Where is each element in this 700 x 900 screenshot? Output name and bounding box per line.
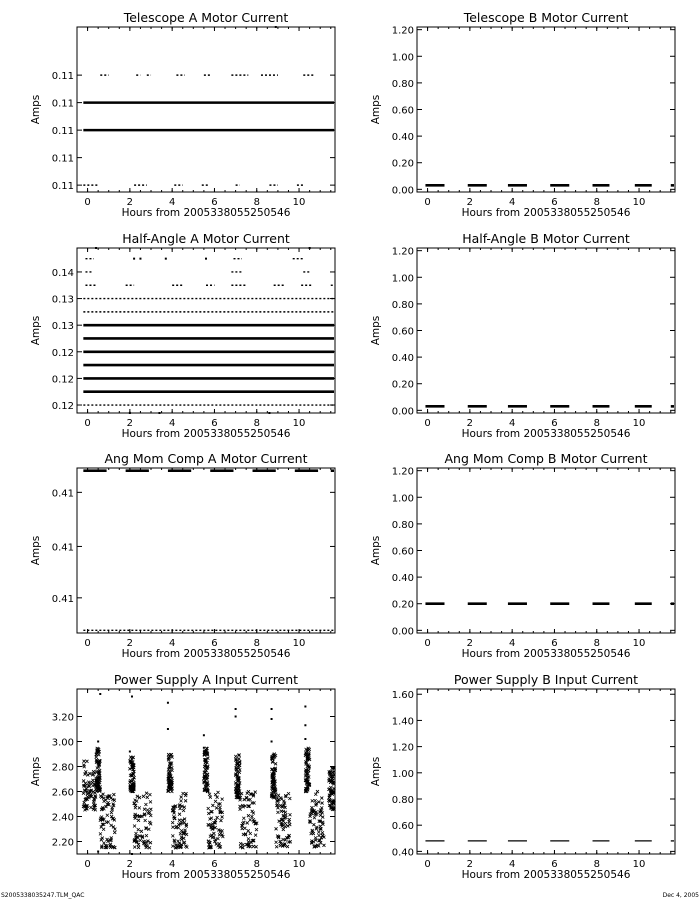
y-axis-label: Amps: [30, 94, 42, 125]
data-point: [99, 693, 101, 695]
data-point: [304, 706, 306, 708]
plot-frame: [77, 468, 335, 633]
data-point: [129, 412, 131, 414]
x-tick-label: 8: [593, 638, 600, 649]
chart-title: Ang Mom Comp B Motor Current: [444, 451, 648, 466]
x-tick-label: 2: [126, 418, 134, 429]
x-axis-label: Hours from 2005338055250546: [121, 428, 291, 440]
data-point: [97, 851, 99, 853]
y-tick-label: 0.00: [391, 626, 414, 638]
y-axis-label: Amps: [30, 535, 42, 566]
x-axis-label: Hours from 2005338055250546: [121, 648, 291, 660]
x-tick-label: 10: [632, 859, 646, 870]
y-tick-label: 1.20: [391, 246, 414, 258]
data-point: [82, 784, 84, 786]
y-tick-label: 0.40: [391, 847, 414, 859]
y-tick-label: 0.11: [51, 153, 74, 165]
x-axis-label: Hours from 2005338055250546: [461, 869, 631, 881]
y-axis-label: Amps: [370, 315, 382, 346]
data-point: [158, 412, 160, 414]
y-tick-label: 0.40: [391, 573, 414, 585]
x-tick-label: 6: [211, 638, 218, 649]
plot-frame: [77, 27, 335, 192]
x-tick-label: 2: [126, 859, 134, 870]
y-tick-label: 0.12: [51, 401, 74, 413]
footer-file-label: S2005338035247.TLM_QAC: [1, 892, 85, 899]
x-tick-label: 4: [168, 418, 176, 429]
data-point: [235, 716, 237, 718]
data-point: [129, 751, 131, 753]
y-axis-label: Amps: [30, 756, 42, 787]
chart-panel: [370, 672, 675, 881]
y-tick-label: 2.60: [51, 787, 74, 799]
y-tick-label: 1.00: [391, 768, 414, 780]
y-tick-label: 0.40: [391, 132, 414, 144]
y-tick-label: 0.60: [391, 105, 414, 117]
plot-frame: [417, 689, 675, 854]
y-tick-label: 0.80: [391, 795, 414, 806]
y-tick-label: 0.41: [51, 593, 74, 605]
y-tick-label: 1.00: [391, 273, 414, 285]
chart-panel: [370, 231, 675, 440]
x-tick-label: 8: [253, 638, 260, 649]
chart-panel: [30, 672, 336, 881]
chart-title: Ang Mom Comp A Motor Current: [104, 451, 308, 466]
chart-title: Half-Angle A Motor Current: [122, 231, 290, 246]
data-point: [167, 702, 169, 704]
plot-frame: [417, 27, 675, 192]
y-tick-label: 2.20: [51, 837, 74, 849]
x-tick-label: 4: [168, 197, 176, 208]
x-axis-label: Hours from 2005338055250546: [121, 207, 291, 219]
x-tick-label: 0: [424, 859, 431, 870]
x-tick-label: 10: [292, 197, 306, 208]
x-tick-label: 4: [508, 197, 516, 208]
y-tick-label: 0.00: [391, 185, 414, 197]
y-tick-label: 0.20: [391, 379, 414, 391]
x-tick-label: 8: [593, 859, 600, 870]
y-tick-label: 0.80: [391, 519, 414, 531]
x-tick-label: 4: [508, 418, 516, 429]
y-tick-label: 0.60: [391, 546, 414, 558]
data-point: [133, 258, 135, 260]
x-tick-label: 6: [551, 638, 558, 649]
x-tick-label: 8: [253, 859, 260, 870]
x-tick-label: 10: [632, 638, 646, 649]
chart-panel: [370, 10, 675, 219]
x-tick-label: 4: [508, 638, 516, 649]
y-tick-label: 0.13: [51, 321, 74, 333]
chart-title: Telescope B Motor Current: [463, 10, 629, 25]
x-tick-label: 6: [211, 859, 218, 870]
x-tick-label: 4: [168, 638, 176, 649]
y-tick-label: 0.60: [391, 821, 414, 833]
y-tick-label: 0.40: [391, 353, 414, 365]
x-tick-label: 6: [211, 418, 218, 429]
x-tick-label: 10: [632, 197, 646, 208]
x-tick-label: 10: [292, 859, 306, 870]
y-tick-label: 0.41: [51, 488, 74, 500]
data-point: [275, 26, 277, 28]
chart-panel: [30, 451, 335, 660]
chart-title: Power Supply A Input Current: [113, 672, 299, 687]
y-tick-label: 2.40: [51, 812, 74, 824]
y-tick-label: 0.13: [51, 294, 74, 306]
x-tick-label: 8: [593, 418, 600, 429]
y-axis-label: Amps: [370, 756, 382, 787]
y-tick-label: 0.80: [391, 78, 414, 90]
y-tick-label: 0.41: [51, 542, 74, 554]
data-point: [203, 734, 205, 736]
x-tick-label: 6: [211, 197, 218, 208]
x-tick-label: 10: [292, 418, 306, 429]
y-tick-label: 2.80: [51, 762, 74, 774]
chart-panel: [30, 231, 335, 440]
x-tick-label: 2: [466, 418, 474, 429]
data-point: [235, 708, 237, 710]
y-tick-label: 0.11: [51, 71, 74, 83]
data-point: [139, 258, 141, 260]
x-axis-label: Hours from 2005338055250546: [461, 428, 631, 440]
x-tick-label: 2: [126, 197, 134, 208]
data-point: [309, 247, 311, 249]
data-point: [167, 728, 169, 730]
y-tick-label: 0.12: [51, 374, 74, 386]
y-tick-label: 3.20: [51, 712, 74, 724]
y-axis-label: Amps: [370, 535, 382, 566]
y-tick-label: 1.20: [391, 742, 414, 754]
x-tick-label: 2: [466, 859, 474, 870]
y-tick-label: 0.20: [391, 158, 414, 170]
y-tick-label: 0.11: [51, 98, 74, 110]
x-tick-label: 6: [551, 859, 558, 870]
x-axis-label: Hours from 2005338055250546: [461, 207, 631, 219]
y-tick-label: 1.40: [391, 716, 414, 728]
data-point: [268, 412, 270, 414]
data-point: [205, 258, 207, 260]
data-point: [131, 696, 133, 698]
y-tick-label: 0.80: [391, 299, 414, 311]
x-tick-label: 8: [253, 197, 260, 208]
y-tick-label: 1.00: [391, 52, 414, 64]
y-tick-label: 1.00: [391, 493, 414, 505]
x-tick-label: 2: [126, 638, 134, 649]
x-tick-label: 0: [84, 638, 91, 649]
chart-panel: [30, 10, 335, 219]
x-axis-label: Hours from 2005338055250546: [461, 648, 631, 660]
x-tick-label: 4: [508, 859, 516, 870]
y-axis-label: Amps: [370, 94, 382, 125]
x-tick-label: 8: [253, 418, 260, 429]
data-point: [271, 718, 273, 720]
y-tick-label: 0.60: [391, 326, 414, 338]
data-point: [304, 738, 306, 740]
plot-frame: [417, 468, 675, 633]
x-tick-label: 0: [424, 638, 431, 649]
y-tick-label: 0.00: [391, 406, 414, 418]
y-axis-label: Amps: [30, 315, 42, 346]
data-point: [165, 258, 167, 260]
y-tick-label: 3.00: [51, 737, 74, 749]
x-tick-label: 6: [551, 418, 558, 429]
x-tick-label: 0: [424, 418, 431, 429]
x-tick-label: 2: [466, 197, 474, 208]
footer-date-label: Dec 4, 2005: [662, 892, 699, 899]
data-point: [97, 741, 99, 743]
chart-title: Telescope A Motor Current: [123, 10, 289, 25]
data-point: [271, 741, 273, 743]
y-tick-label: 0.11: [51, 181, 74, 193]
x-tick-label: 0: [84, 197, 91, 208]
chart-title: Power Supply B Input Current: [453, 672, 639, 687]
plot-frame: [417, 248, 675, 413]
y-tick-label: 1.20: [391, 466, 414, 478]
x-tick-label: 0: [84, 859, 91, 870]
y-tick-label: 0.11: [51, 126, 74, 138]
plot-frame: [77, 248, 335, 413]
x-tick-label: 0: [84, 418, 91, 429]
y-tick-label: 1.60: [391, 690, 414, 702]
x-tick-label: 10: [632, 418, 646, 429]
data-point: [271, 708, 273, 710]
x-tick-label: 6: [551, 197, 558, 208]
data-point: [95, 247, 97, 249]
x-tick-label: 0: [424, 197, 431, 208]
x-tick-label: 8: [593, 197, 600, 208]
y-tick-label: 0.14: [51, 267, 74, 279]
x-tick-label: 2: [466, 638, 474, 649]
y-tick-label: 1.20: [391, 25, 414, 37]
data-point: [203, 747, 205, 749]
x-axis-label: Hours from 2005338055250546: [121, 869, 291, 881]
data-point: [131, 853, 133, 855]
chart-title: Half-Angle B Motor Current: [462, 231, 630, 246]
x-tick-label: 10: [292, 638, 306, 649]
data-point: [304, 724, 306, 726]
y-tick-label: 0.20: [391, 599, 414, 611]
y-tick-label: 0.12: [51, 347, 74, 359]
x-tick-label: 4: [168, 859, 176, 870]
chart-panel: [370, 451, 675, 660]
